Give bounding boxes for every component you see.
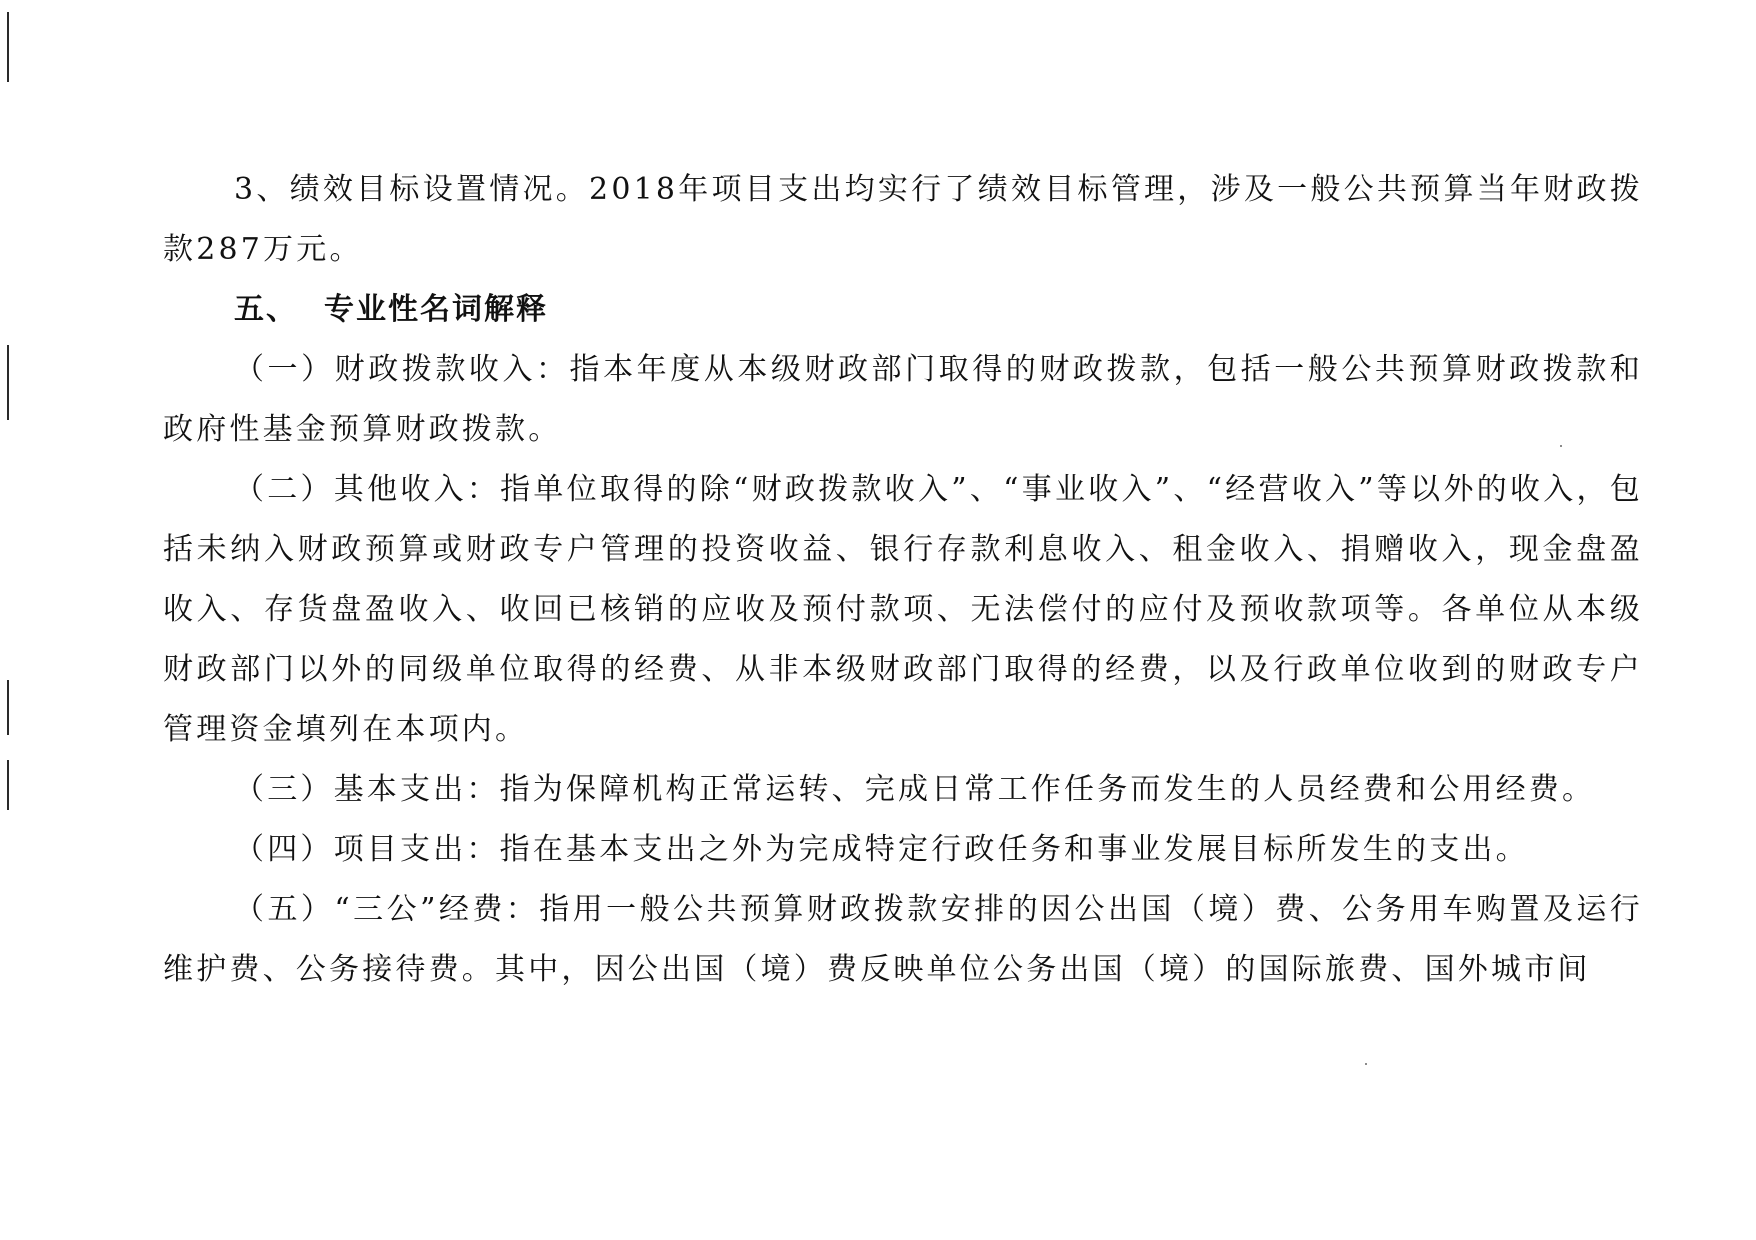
paragraph-other-income: （二）其他收入：指单位取得的除“财政拨款收入”、“事业收入”、“经营收入”等以外的收入，包括未纳入财政预算或财政专户管理的投资收益、银行存款利息收入、租金收入、捐赠收入，现金盘盈收入、存货盘盈收入、收回已核销的应收及预付款项、无法偿付的应付及预收款项等。各单位从本级财政部门以外的同级单位取得的经费、从非本级财政部门取得的经费，以及行政单位收到的财政专户管理资金填列在本项内。 [163,472,1643,747]
scan-edge-mark [7,680,9,735]
document-body [163,160,1643,1000]
section-heading [163,280,1643,340]
paragraph-basic-expenditure: （三）基本支出：指为保障机构正常运转、完成日常工作任务而发生的人员经费和公用经费。 [234,772,1596,807]
paragraph-performance-goals: 3、绩效目标设置情况。2018年项目支出均实行了绩效目标管理，涉及一般公共预算当年财政拨款287万元。 [163,172,1643,267]
paragraph-fiscal-appropriation-income: （一）财政拨款收入：指本年度从本级财政部门取得的财政拨款，包括一般公共预算财政拨款和政府性基金预算财政拨款。 [163,352,1643,447]
paragraph-project-expenditure: （四）项目支出：指在基本支出之外为完成特定行政任务和事业发展目标所发生的支出。 [234,832,1529,867]
section-number: 五、 [234,292,298,327]
section-title: 专业性名词解释 [324,292,548,327]
paragraph-three-public-expenses: （五）“三公”经费：指用一般公共预算财政拨款安排的因公出国（境）费、公务用车购置及运行维护费、公务接待费。其中，因公出国（境）费反映单位公务出国（境）的国际旅费、国外城市间 [163,892,1643,987]
scan-edge-mark [7,345,9,420]
scan-speck [1365,1063,1367,1065]
scan-edge-mark [7,760,9,810]
scan-edge-mark [7,12,9,82]
